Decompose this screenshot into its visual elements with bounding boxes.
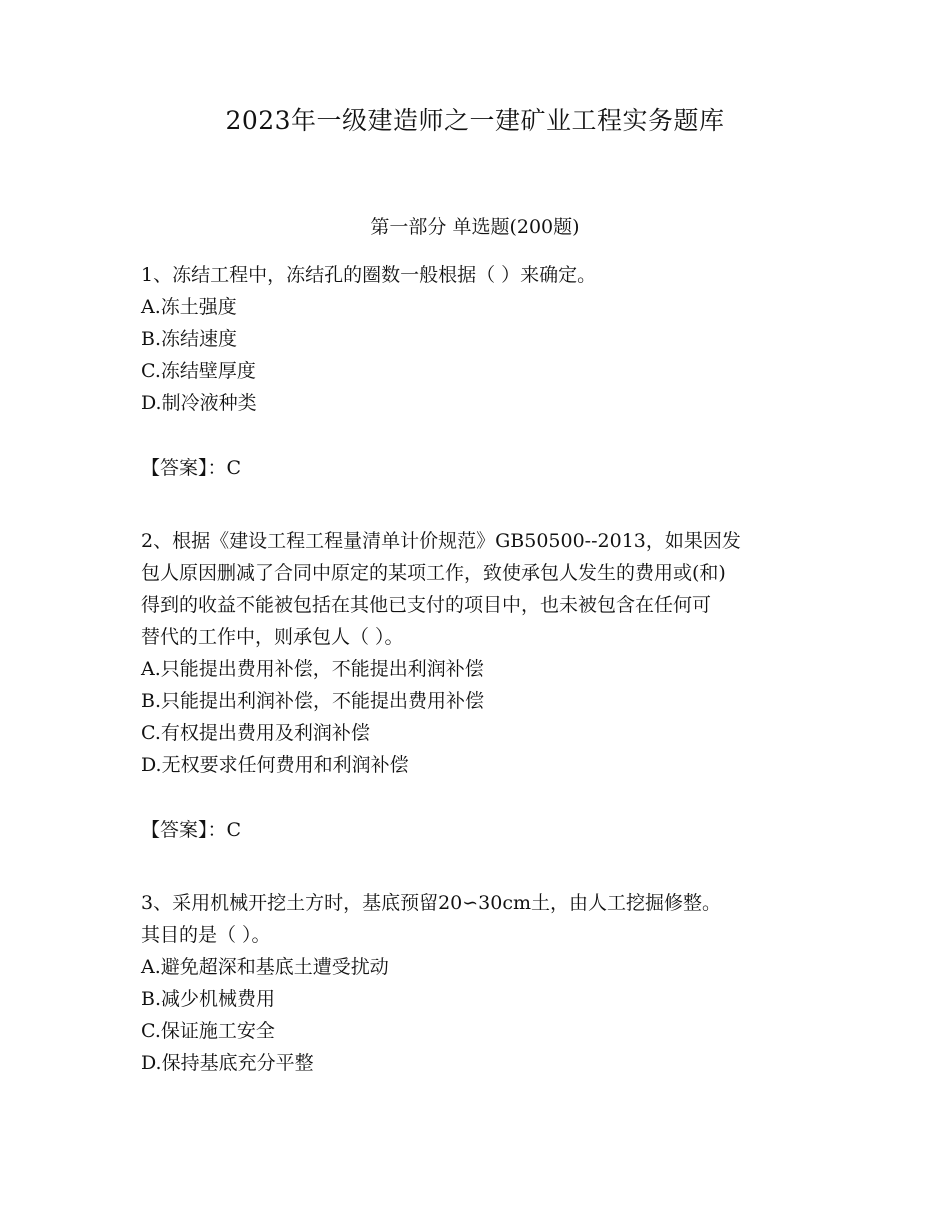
option-b: B.减少机械费用 [141, 988, 276, 1010]
question-stem [141, 259, 821, 291]
option-c: C.有权提出费用及利润补偿 [141, 722, 370, 744]
option-a: A.冻土强度 [141, 296, 237, 318]
option-b: B.冻结速度 [141, 328, 238, 350]
question-stem [141, 887, 821, 951]
question-stem-line: 3、采用机械开挖土方时，基底预留20∽30cm土，由人工挖掘修整。 [141, 892, 722, 914]
question-3 [141, 887, 821, 1079]
option-d: D.保持基底充分平整 [141, 1052, 314, 1074]
question-list [141, 259, 821, 1079]
question-stem-line: 得到的收益不能被包括在其他已支付的项目中，也未被包含在任何可 [141, 594, 712, 616]
question-stem-line: 其目的是（ ）。 [141, 924, 271, 946]
document-title: 2023年一级建造师之一建矿业工程实务题库 [225, 106, 725, 135]
question-stem-line: 替代的工作中，则承包人（ ）。 [141, 626, 404, 648]
option-c: C.冻结壁厚度 [141, 360, 256, 382]
question-1 [141, 259, 821, 484]
question-spacer [141, 484, 821, 525]
option-a: A.只能提出费用补偿，不能提出利润补偿 [141, 658, 484, 680]
option-a: A.避免超深和基底土遭受扰动 [141, 956, 389, 978]
option-b: B.只能提出利润补偿，不能提出费用补偿 [141, 690, 485, 712]
option-c: C.保证施工安全 [141, 1020, 275, 1042]
question-stem-line: 包人原因删减了合同中原定的某项工作，致使承包人发生的费用或(和) [141, 562, 726, 584]
option-d: D.制冷液种类 [141, 392, 257, 414]
answer-label: 【答案】：C [141, 819, 242, 841]
question-stem-line: 1、冻结工程中，冻结孔的圈数一般根据（ ）来确定。 [141, 264, 597, 286]
section-heading: 第一部分 单选题(200题) [370, 216, 580, 238]
question-stem [141, 525, 821, 653]
question-spacer [141, 846, 821, 887]
question-stem-line: 2、根据《建设工程工程量清单计价规范》GB50500--2013，如果因发 [141, 530, 741, 552]
answer-label: 【答案】：C [141, 457, 242, 479]
option-d: D.无权要求任何费用和利润补偿 [141, 754, 409, 776]
question-2 [141, 525, 821, 846]
